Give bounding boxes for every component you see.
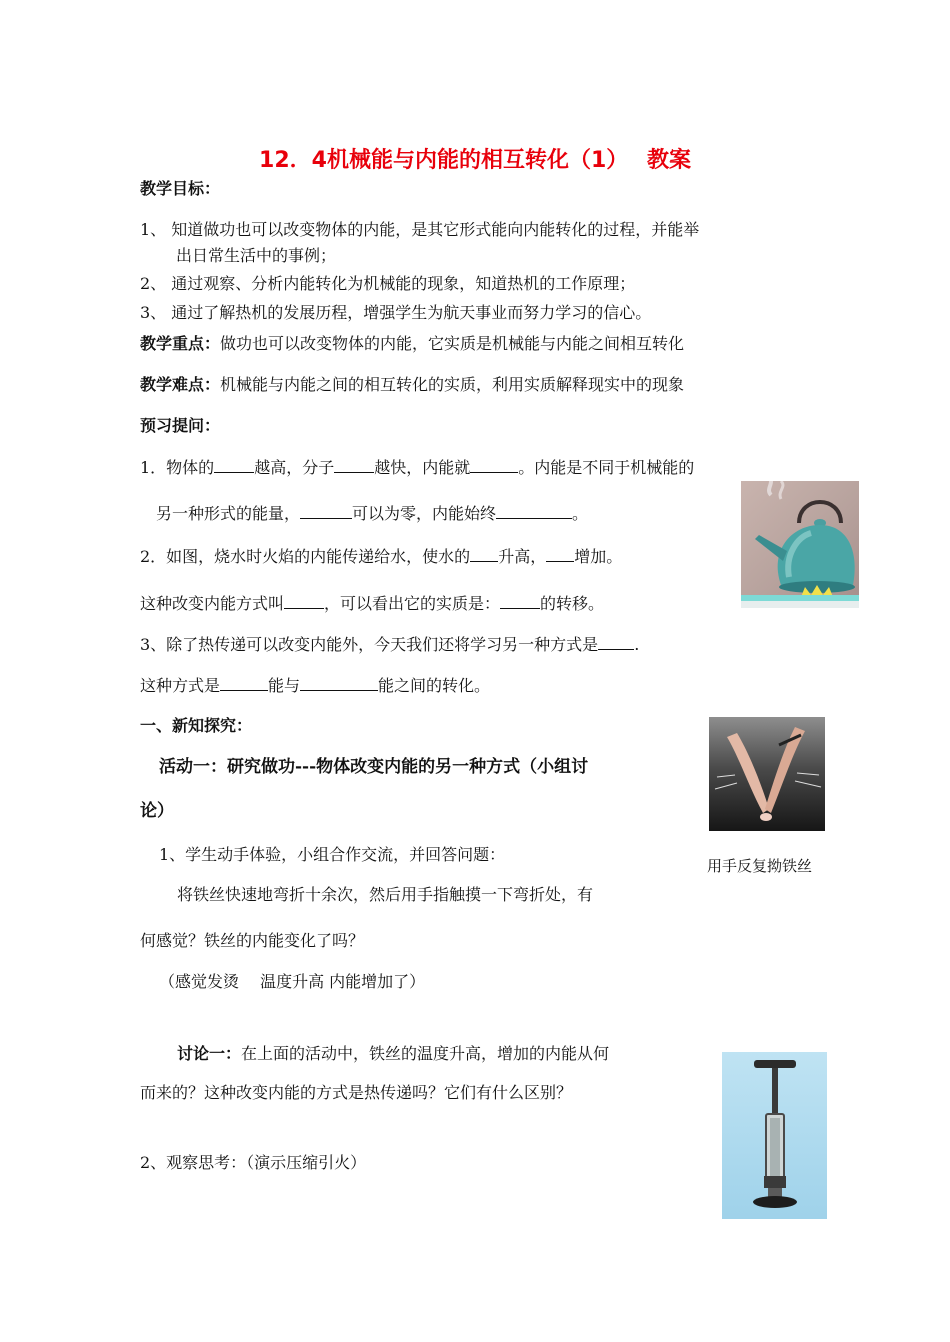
difficulty-label: 教学难点：	[140, 375, 221, 394]
q2-text: 2．如图，烧水时火焰的内能传递给水，使水的	[140, 547, 471, 566]
q2-text: ，可以看出它的实质是：	[324, 594, 501, 613]
discussion1-text: 在上面的活动中，铁丝的温度升高，增加的内能从何	[241, 1044, 610, 1063]
q1-text: 。内能是不同于机械能的	[518, 458, 695, 477]
discussion1-label: 讨论一：	[177, 1044, 242, 1063]
fill-blank[interactable]	[334, 457, 374, 473]
preview-q2-line2	[140, 593, 604, 614]
step1-text: 将铁丝快速地弯折十余次，然后用手指触摸一下弯折处，有	[177, 885, 594, 904]
objective-item: 3、 通过了解热机的发展历程，增强学生为航天事业而努力学习的信心。	[140, 303, 652, 322]
fill-blank[interactable]	[546, 546, 574, 562]
objective-item: 1、 知道做功也可以改变物体的内能，是其它形式能向内能转化的过程，并能举	[140, 220, 700, 239]
key-point	[140, 334, 684, 354]
objective-item: 出日常生活中的事例；	[176, 246, 337, 265]
objective-item: 2、 通过观察、分析内能转化为机械能的现象，知道热机的工作原理；	[140, 274, 636, 293]
fill-blank[interactable]	[214, 457, 254, 473]
q2-text: 升高，	[498, 547, 547, 566]
fill-blank[interactable]	[470, 457, 518, 473]
fill-blank[interactable]	[470, 546, 498, 562]
key-point-label: 教学重点：	[140, 334, 221, 353]
q2-text: 增加。	[574, 547, 623, 566]
objectives-heading: 教学目标：	[140, 179, 221, 198]
section1-heading: 一、新知探究：	[140, 716, 253, 735]
q1-text: 。	[572, 504, 589, 523]
hands-figure-caption: 用手反复拗铁丝	[707, 857, 813, 875]
q1-text: 1．物体的	[140, 458, 215, 477]
fill-blank[interactable]	[598, 634, 634, 650]
document-title: 12．4机械能与内能的相互转化（1） 教案	[259, 148, 691, 173]
kettle-icon	[741, 481, 859, 608]
step1-text-cont: 何感觉？铁丝的内能变化了吗？	[140, 931, 365, 950]
fill-blank[interactable]	[496, 503, 572, 519]
fill-blank[interactable]	[284, 593, 324, 609]
q3-text: 能之间的转化。	[378, 676, 491, 695]
fill-blank[interactable]	[220, 675, 268, 691]
activity1-title-cont: 论）	[140, 801, 174, 821]
kettle-figure	[741, 481, 859, 608]
preview-q3-line1	[140, 634, 639, 655]
discussion1-cont: 而来的？这种改变内能的方式是热传递吗？它们有什么区别？	[140, 1083, 573, 1102]
key-point-text: 做功也可以改变物体的内能，它实质是机械能与内能之间相互转化	[220, 334, 685, 353]
q1-text: 可以为零，内能始终	[352, 504, 497, 523]
q1-text: 另一种形式的能量，	[156, 504, 301, 523]
q1-text: 越快，内能就	[374, 458, 471, 477]
fill-blank[interactable]	[300, 675, 378, 691]
q3-text: .	[634, 635, 640, 654]
step2: 2、观察思考：（演示压缩引火）	[140, 1153, 367, 1172]
preview-heading: 预习提问：	[140, 416, 221, 435]
fill-blank[interactable]	[500, 593, 540, 609]
activity1-title: 活动一：研究做功---物体改变内能的另一种方式（小组讨	[159, 757, 589, 777]
fire-syringe-icon	[722, 1052, 827, 1219]
preview-q1-line1	[140, 457, 694, 478]
step1: 1、学生动手体验，小组合作交流，并回答问题：	[159, 845, 506, 864]
preview-q2-line1	[140, 546, 622, 567]
q3-text: 能与	[268, 676, 301, 695]
step1-answer: （感觉发烫 温度升高 内能增加了）	[159, 972, 426, 991]
fill-blank[interactable]	[300, 503, 352, 519]
preview-q3-line2	[140, 675, 490, 696]
q3-text: 3、除了热传递可以改变内能外，今天我们还将学习另一种方式是	[140, 635, 599, 654]
q2-text: 的转移。	[540, 594, 605, 613]
q3-text: 这种方式是	[140, 676, 221, 695]
difficulty-text: 机械能与内能之间的相互转化的实质，利用实质解释现实中的现象	[220, 375, 685, 394]
difficulty	[140, 375, 684, 395]
pump-figure	[722, 1052, 827, 1219]
q1-text: 越高，分子	[254, 458, 335, 477]
preview-q1-line2	[156, 503, 588, 524]
hands-figure	[709, 717, 825, 831]
q2-text: 这种改变内能方式叫	[140, 594, 285, 613]
discussion1	[177, 1044, 609, 1064]
hands-bending-wire-icon	[709, 717, 825, 831]
